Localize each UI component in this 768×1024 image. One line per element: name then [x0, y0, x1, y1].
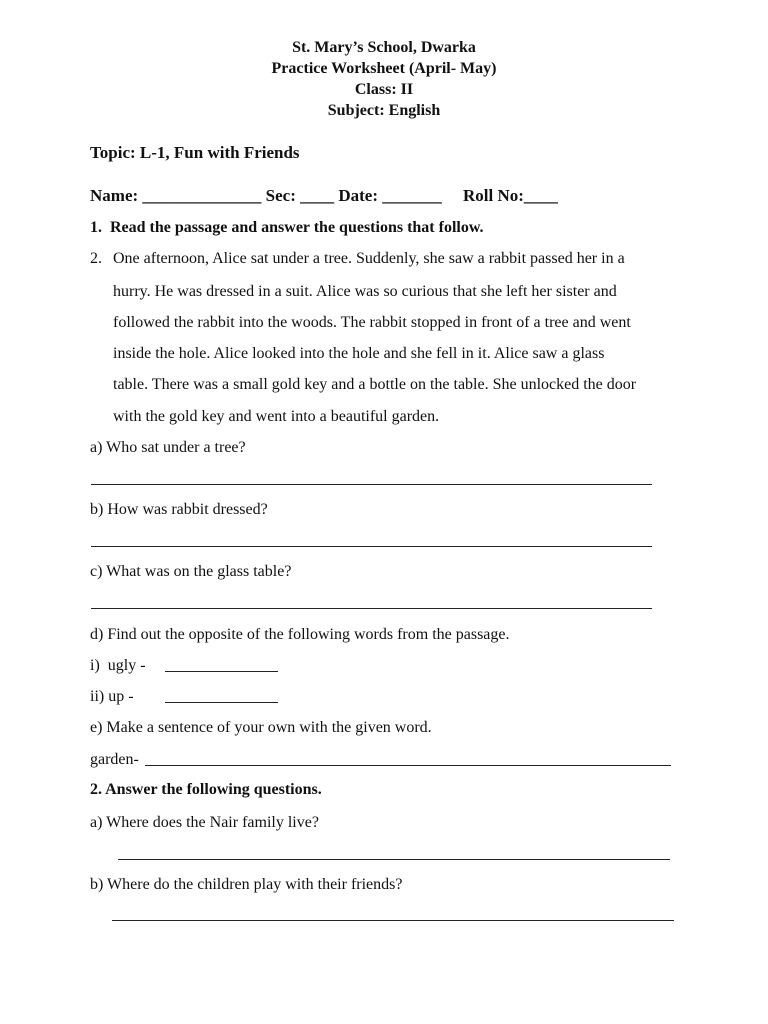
question-a: a) Who sat under a tree? [90, 439, 246, 456]
answer-line-up[interactable] [165, 702, 278, 703]
answer-line-ugly[interactable] [165, 671, 278, 672]
passage-line: inside the hole. Alice looked into the hole and she fell in it. Alice saw a glass [113, 345, 605, 362]
answer-line-b[interactable] [91, 546, 652, 547]
question-2b: b) Where do the children play with their friends? [90, 876, 403, 893]
worksheet-title: Practice Worksheet (April- May) [271, 60, 497, 77]
word-garden: garden- [90, 751, 139, 768]
answer-line-2b[interactable] [112, 920, 674, 921]
answer-line-a[interactable] [91, 484, 652, 485]
answer-line-2a[interactable] [118, 859, 670, 860]
opposite-item-up: ii) up - [90, 688, 134, 705]
passage-line: One afternoon, Alice sat under a tree. Suddenly, she saw a rabbit passed her in a [113, 250, 625, 267]
passage-line: followed the rabbit into the woods. The rabbit stopped in front of a tree and went [113, 314, 631, 331]
question-2a: a) Where does the Nair family live? [90, 814, 319, 831]
student-info-line: Name: ______________ Sec: ____ Date: _______ Roll No:____ [90, 186, 558, 205]
passage-line: with the gold key and went into a beautiful garden. [113, 408, 440, 425]
topic-line: Topic: L-1, Fun with Friends [90, 143, 300, 162]
question-c: c) What was on the glass table? [90, 563, 292, 580]
question-d: d) Find out the opposite of the following words from the passage. [90, 626, 510, 643]
passage-number: 2. [90, 250, 102, 267]
opposite-item-ugly: i) ugly - [90, 657, 146, 674]
passage-line: table. There was a small gold key and a bottle on the table. She unlocked the door [113, 376, 637, 393]
section-1-heading: 1. Read the passage and answer the questions that follow. [90, 219, 484, 236]
answer-line-garden[interactable] [145, 765, 671, 766]
class-label: Class: II [354, 81, 414, 98]
question-b: b) How was rabbit dressed? [90, 501, 268, 518]
school-name: St. Mary’s School, Dwarka [292, 39, 476, 56]
passage-line: hurry. He was dressed in a suit. Alice was so curious that she left her sister and [113, 283, 617, 300]
answer-line-c[interactable] [91, 608, 652, 609]
section-2-heading: 2. Answer the following questions. [90, 781, 322, 798]
subject-label: Subject: English [327, 102, 441, 119]
question-e: e) Make a sentence of your own with the given word. [90, 719, 432, 736]
